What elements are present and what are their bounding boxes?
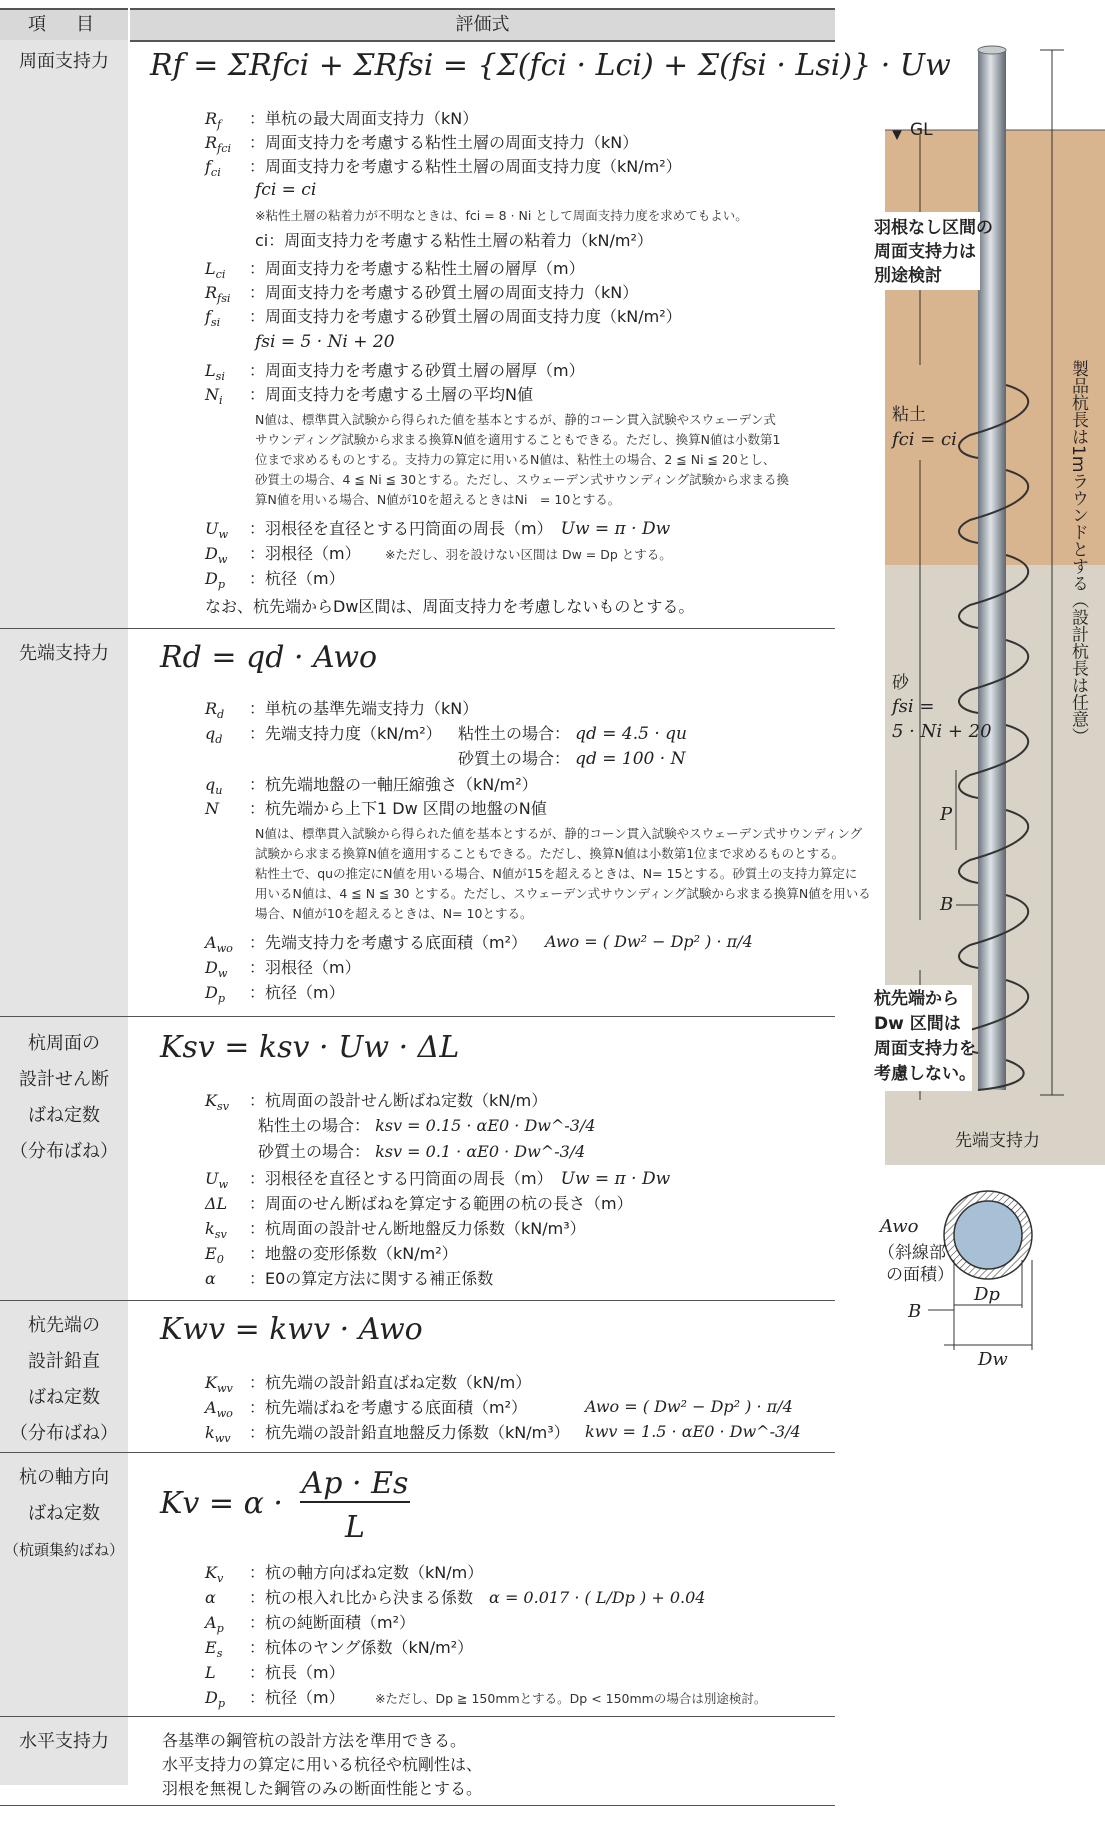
- note-n-2: サウンディング試験から求まる換算N値を適用することもできる。ただし、換算N値は小数第1: [255, 432, 781, 447]
- callout-bottom-4: 考慮しない。: [874, 1064, 976, 1084]
- ksv-clay: 粘性土の場合： ksv = 0.15 · αE0 · Dw^-3/4: [258, 1116, 596, 1135]
- def-rfci: $R_{fci}$ ：周面支持力を考慮する粘性土層の周面支持力（kN）: [205, 133, 639, 156]
- eq-fci: fci = ci: [255, 180, 317, 200]
- header-formula: 評価式: [130, 8, 835, 42]
- callout-bottom-2: Dw 区間は: [874, 1014, 961, 1034]
- separator: [0, 1300, 835, 1301]
- section-b: B: [908, 1301, 922, 1322]
- def-awo-kwv: $A_{wo}$ ：杭先端ばねを考慮する底面積（m²）: [205, 1398, 528, 1421]
- qd-sand: 砂質土の場合： qd = 100 · N: [458, 749, 686, 769]
- label-friction: 周面支持力: [19, 51, 109, 72]
- label-ksv-1: 杭周面の: [28, 1033, 100, 1054]
- callout-top-2: 周面支持力は: [874, 242, 976, 262]
- pile-figure: [870, 40, 1105, 1170]
- tip-label: 先端支持力: [955, 1131, 1040, 1151]
- qd-clay: 粘性土の場合： qd = 4.5 · qu: [458, 724, 688, 744]
- note-dw: ※ただし、羽を設けない区間は Dw = Dp とする。: [385, 547, 672, 562]
- lateral-line-3: 羽根を無視した鋼管のみの断面性能とする。: [162, 1779, 483, 1798]
- formula-kv-left: Kv = α ·: [160, 1486, 283, 1521]
- label-kv-3: （杭頭集約ばね）: [3, 1541, 124, 1559]
- gl-label: GL: [910, 120, 933, 140]
- section-hatch-1: （斜線部: [878, 1243, 946, 1263]
- def-rd: $R_d$ ：単杭の基準先端支持力（kN）: [205, 699, 479, 722]
- ksv-sand: 砂質土の場合： ksv = 0.1 · αE0 · Dw^-3/4: [258, 1142, 586, 1161]
- label-kwv-3: ばね定数: [28, 1387, 100, 1408]
- label-kwv-4: （分布ばね）: [10, 1423, 118, 1444]
- def-rf: $R_f$ ：単杭の最大周面支持力（kN）: [205, 109, 479, 132]
- final-note-friction: なお、杭先端からDw区間は、周面支持力を考慮しないものとする。: [205, 597, 695, 616]
- section-figure: [878, 1180, 1093, 1370]
- def-dl: ΔL ：周面のせん断ばねを算定する範囲の杭の長さ（m）: [205, 1194, 633, 1213]
- note-tip-3: 粘性土で、quの推定にN値を用いる場合、N値が15を超えるときは、N= 15とする。砂質土の支持力算定に: [255, 866, 858, 881]
- callout-top-3: 別途検討: [874, 266, 942, 286]
- formula-tip: Rd = qd · Awo: [160, 640, 378, 675]
- def-kv: $K_v$ ：杭の軸方向ばね定数（kN/m）: [205, 1563, 484, 1586]
- eq-awo: Awo = ( Dw² − Dp² ) · π/4: [545, 932, 753, 951]
- label-kv-1: 杭の軸方向: [19, 1467, 109, 1488]
- note-dp-kv: ※ただし、Dp ≧ 150mmとする。Dp < 150mmの場合は別途検討。: [375, 1691, 767, 1706]
- formula-ksv: Ksv = ksv · Uw · ΔL: [160, 1030, 460, 1065]
- label-kwv-2: 設計鉛直: [28, 1351, 100, 1372]
- def-qd: $q_d$ ：先端支持力度（kN/m²）: [205, 724, 442, 747]
- formula-kv-numerator: Ap · Es: [301, 1466, 409, 1501]
- callout-top-1: 羽根なし区間の: [874, 218, 993, 238]
- note-n-4: 砂質土の場合、4 ≦ Ni ≦ 30とする。ただし、スウェーデン式サウンディング試験から求まる換: [255, 472, 790, 487]
- length-note: 製品杭長は1mラウンドとする（設計杭長は任意）: [1068, 360, 1088, 745]
- note-tip-2: 試験から求まる換算N値を適用することもできる。ただし、換算N値は小数第1位まで求めるものとする。: [255, 846, 845, 861]
- def-e0: $E_0$ ：地盤の変形係数（kN/m²）: [205, 1244, 458, 1267]
- separator: [0, 1805, 835, 1806]
- note-cohesion: ※粘性土層の粘着力が不明なときは、fci = 8 · Ni として周面支持力度を求めてもよい。: [255, 208, 748, 223]
- section-dp: Dp: [974, 1284, 1000, 1305]
- callout-bottom-3: 周面支持力を: [874, 1039, 976, 1059]
- def-l: L ：杭長（m）: [205, 1663, 345, 1682]
- def-ni: $N_i$ ：周面支持力を考慮する土層の平均N値: [205, 385, 533, 408]
- separator: [0, 1016, 835, 1017]
- def-kwv2: $k_{wv}$ ：杭先端の設計鉛直地盤反力係数（kN/m³）: [205, 1423, 570, 1446]
- blade-label: B: [940, 894, 954, 915]
- def-uw: $U_w$ ：羽根径を直径とする円筒面の周長（m） Uw = π · Dw: [205, 519, 671, 542]
- lateral-line-1: 各基準の鋼管杭の設計方法を準用できる。: [162, 1731, 467, 1750]
- def-dp-kv: $D_p$ ：杭径（m）: [205, 1688, 345, 1711]
- def-ksv2: $k_{sv}$ ：杭周面の設計せん断地盤反力係数（kN/m³）: [205, 1219, 586, 1242]
- def-lci: $L_{ci}$ ：周面支持力を考慮する粘性土層の層厚（m）: [205, 259, 585, 282]
- label-lateral: 水平支持力: [19, 1731, 109, 1752]
- def-dw: $D_w$ ：羽根径（m）: [205, 544, 361, 567]
- clay-label: 粘土: [892, 405, 926, 425]
- def-lsi: $L_{si}$ ：周面支持力を考慮する砂質土層の層厚（m）: [205, 361, 585, 384]
- formula-kv-denominator: L: [345, 1510, 365, 1545]
- def-rfsi: $R_{fsi}$ ：周面支持力を考慮する砂質土層の周面支持力（kN）: [205, 283, 639, 306]
- def-alpha-kv: α ：杭の根入れ比から決まる係数 α = 0.017 · ( L/Dp ) + 0.04: [205, 1588, 706, 1607]
- def-ap: $A_p$ ：杭の純断面積（m²）: [205, 1613, 416, 1636]
- sand-eq-2: 5 · Ni + 20: [892, 721, 992, 742]
- eq-fsi: fsi = 5 · Ni + 20: [255, 332, 395, 352]
- separator: [0, 1452, 835, 1453]
- clay-eq: fci = ci: [892, 429, 957, 450]
- note-n-1: N値は、標準貫入試験から得られた値を基本とするが、静的コーン貫入試験やスウェーデン式: [255, 412, 776, 427]
- def-fsi: $f_{si}$ ：周面支持力を考慮する砂質土層の周面支持力度（kN/m²）: [205, 307, 682, 330]
- label-kv-2: ばね定数: [28, 1503, 100, 1524]
- def-uw-ksv: $U_w$ ：羽根径を直径とする円筒面の周長（m） Uw = π · Dw: [205, 1169, 671, 1192]
- note-tip-5: 場合、N値が10を超えるときは、N= 10とする。: [255, 906, 533, 921]
- def-ksv: $K_{sv}$ ：杭周面の設計せん断ばね定数（kN/m）: [205, 1091, 548, 1114]
- callout-bottom-1: 杭先端から: [874, 989, 959, 1009]
- def-awo: $A_{wo}$ ：先端支持力を考慮する底面積（m²）: [205, 933, 528, 956]
- def-es: $E_s$ ：杭体のヤング係数（kN/m²）: [205, 1638, 474, 1661]
- sand-eq-1: fsi =: [892, 696, 935, 717]
- note-tip-1: N値は、標準貫入試験から得られた値を基本とするが、静的コーン貫入試験やスウェーデン式サウンディング: [255, 826, 863, 841]
- label-kwv-1: 杭先端の: [28, 1315, 100, 1336]
- def-qu: $q_u$ ：杭先端地盤の一軸圧縮強さ（kN/m²）: [205, 775, 538, 798]
- def-n: N ：杭先端から上下1 Dw 区間の地盤のN値: [205, 799, 547, 818]
- sand-label: 砂: [892, 673, 909, 693]
- eq-kwv2: kwv = 1.5 · αE0 · Dw^-3/4: [585, 1422, 801, 1441]
- section-dw: Dw: [978, 1349, 1008, 1370]
- header-item: 項 目: [0, 8, 128, 42]
- formula-friction: Rf = ΣRfci + ΣRfsi = {Σ(fci · Lci) + Σ(fsi · Lsi)} · Uw: [150, 48, 951, 83]
- section-hatch-2: の面積）: [886, 1265, 954, 1285]
- label-ksv-4: （分布ばね）: [10, 1141, 118, 1162]
- separator: [0, 628, 835, 629]
- def-dp-tip: $D_p$ ：杭径（m）: [205, 983, 345, 1006]
- def-ci: ci：周面支持力を考慮する粘性土層の粘着力（kN/m²）: [255, 231, 653, 250]
- def-alpha: α ：E0の算定方法に関する補正係数: [205, 1269, 494, 1288]
- pitch-label: P: [940, 804, 953, 825]
- label-ksv-3: ばね定数: [28, 1105, 100, 1126]
- def-kwv: $K_{wv}$ ：杭先端の設計鉛直ばね定数（kN/m）: [205, 1373, 532, 1396]
- formula-kwv: Kwv = kwv · Awo: [160, 1312, 423, 1347]
- def-dp: $D_p$ ：杭径（m）: [205, 569, 345, 592]
- note-tip-4: 用いるN値は、4 ≦ N ≦ 30 とする。ただし、スウェーデン式サウンディング試験から求まる換算N値を用いる: [255, 886, 871, 901]
- label-tip: 先端支持力: [19, 643, 109, 664]
- eq-awo-kwv: Awo = ( Dw² − Dp² ) · π/4: [585, 1397, 793, 1416]
- section-awo: Awo: [880, 1216, 919, 1237]
- label-ksv-2: 設計せん断: [19, 1069, 109, 1090]
- pile-top: [978, 46, 1006, 54]
- lateral-line-2: 水平支持力の算定に用いる杭径や杭剛性は、: [162, 1755, 483, 1774]
- pile-circle: [954, 1201, 1022, 1269]
- separator: [0, 1716, 835, 1717]
- note-n-5: 算N値を用いる場合、N値が10を超えるときはNi = 10とする。: [255, 492, 621, 507]
- def-dw-tip: $D_w$ ：羽根径（m）: [205, 958, 361, 981]
- note-n-3: 位まで求めるものとする。支持力の算定に用いるN値は、粘性土の場合、2 ≦ Ni ≦ 20とし、: [255, 452, 776, 467]
- def-fci: $f_{ci}$ ：周面支持力を考慮する粘性土層の周面支持力度（kN/m²）: [205, 157, 682, 180]
